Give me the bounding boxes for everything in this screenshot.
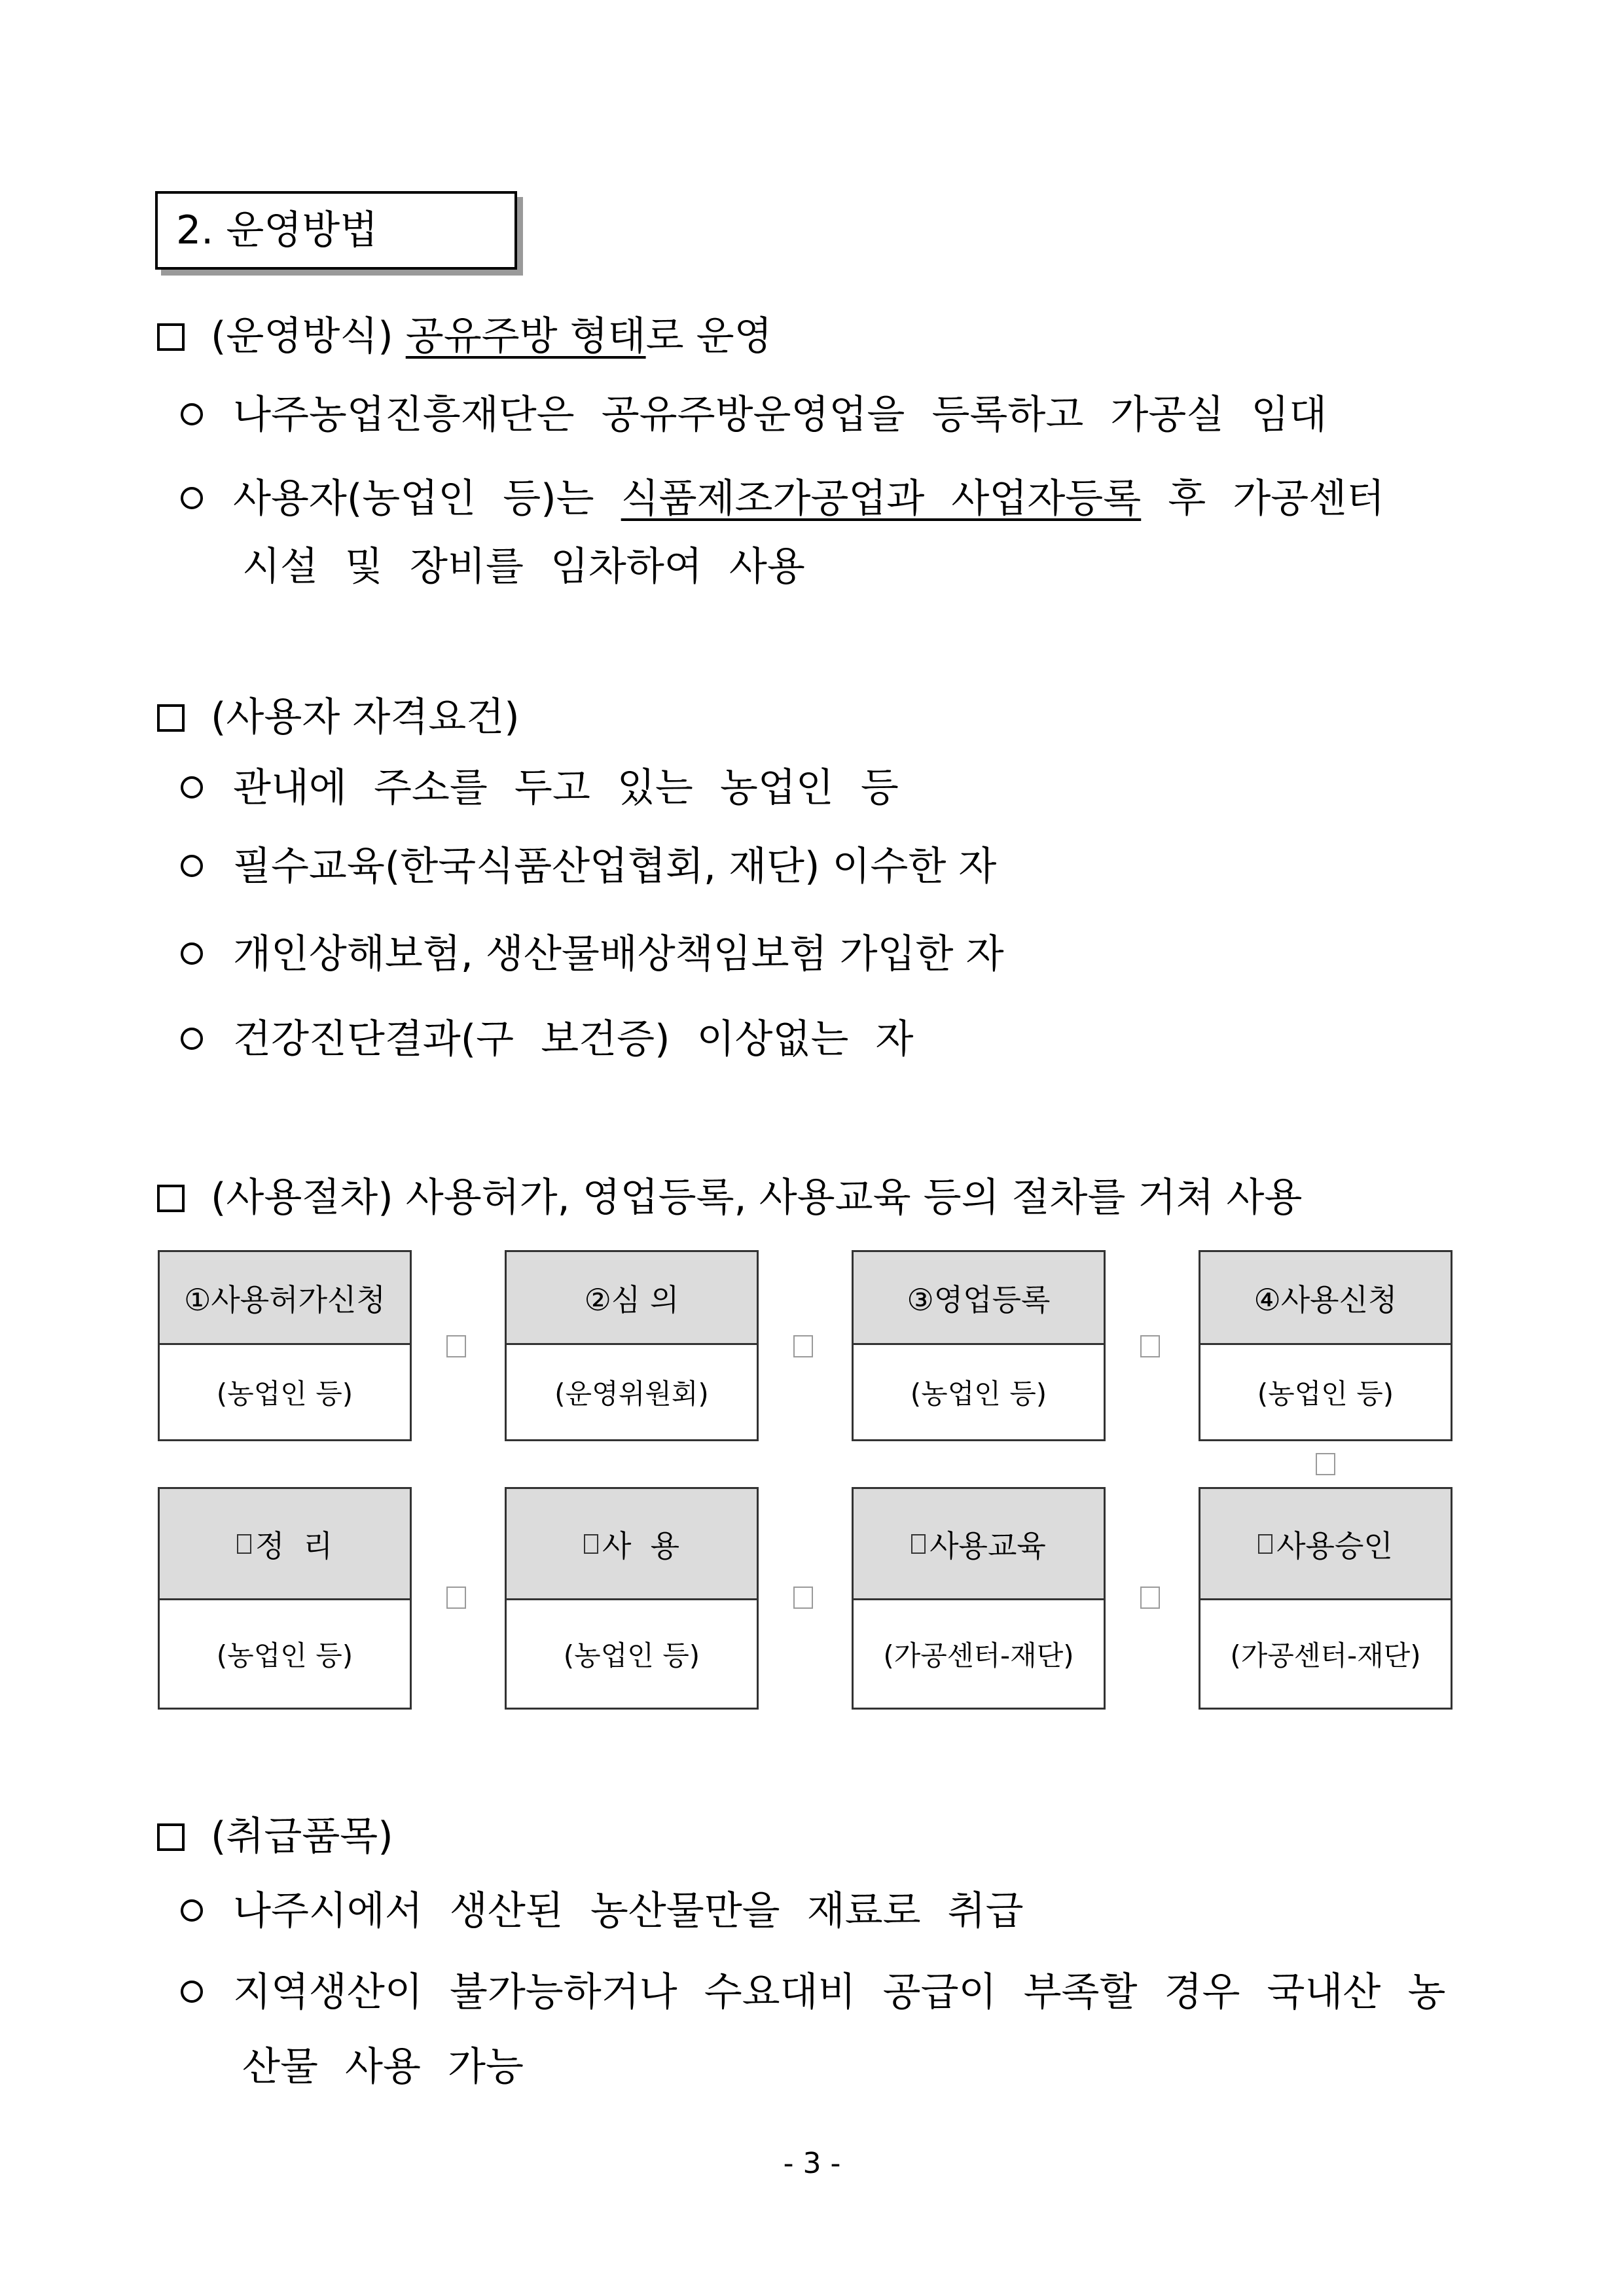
flow-step-title: ②심 의 bbox=[507, 1252, 757, 1345]
flow-step-cleanup bbox=[158, 1487, 412, 1710]
arrow-left-icon bbox=[1140, 1587, 1160, 1609]
qualification-bullet-2: 필수교육(한국식품산업협회, 재단) 이수한 자 bbox=[181, 840, 996, 893]
items-bullet-1: 나주시에서 생산된 농산물만을 재료로 취급 bbox=[181, 1885, 1024, 1937]
flow-step-title: ④사용신청 bbox=[1200, 1252, 1451, 1345]
circle-bullet-icon bbox=[181, 942, 203, 965]
flow-step-actor: (가공센터-재단) bbox=[883, 1640, 1074, 1672]
arrow-right-icon bbox=[1140, 1335, 1160, 1357]
arrow-left-icon bbox=[446, 1587, 466, 1609]
flow-step-review bbox=[505, 1250, 759, 1441]
business-registration-highlight: 식품제조가공업과 사업자등록 bbox=[621, 476, 1142, 522]
checkbox-square-icon bbox=[157, 323, 185, 351]
page-number: - 3 - bbox=[783, 2147, 841, 2180]
qualification-heading: (사용자 자격요건) bbox=[157, 691, 520, 744]
circle-bullet-icon bbox=[181, 776, 203, 798]
operation-bullet-1: 나주농업진흥재단은 공유주방운영업을 등록하고 가공실 임대 bbox=[181, 389, 1327, 441]
operation-heading: (운영방식) 공유주방 형태로 운영 bbox=[157, 310, 772, 363]
operation-bullet-2: 사용자(농업인 등)는 식품제조가공업과 사업자등록 후 가공센터 bbox=[181, 473, 1384, 525]
step-number-icon bbox=[911, 1534, 926, 1554]
flow-step-title: 사용승인 bbox=[1200, 1489, 1451, 1600]
arrow-right-icon bbox=[793, 1335, 813, 1357]
circle-bullet-icon bbox=[181, 403, 203, 425]
circle-bullet-icon bbox=[181, 1899, 203, 1922]
section-title: 2. 운영방법 bbox=[155, 191, 517, 270]
step-number-icon bbox=[1258, 1534, 1272, 1554]
flow-step-actor: (농업인 등) bbox=[563, 1640, 700, 1672]
qualification-bullet-4: 건강진단결과(구 보건증) 이상없는 자 bbox=[181, 1013, 913, 1066]
flow-step-use-request bbox=[1199, 1250, 1453, 1441]
step-number-icon bbox=[237, 1534, 251, 1554]
flow-step-use bbox=[505, 1487, 759, 1710]
flow-step-actor: (운영위원회) bbox=[554, 1378, 709, 1410]
items-bullet-2: 지역생산이 불가능하거나 수요대비 공급이 부족할 경우 국내산 농 bbox=[181, 1966, 1445, 2018]
flow-step-training bbox=[852, 1487, 1106, 1710]
flow-step-approval bbox=[1199, 1487, 1453, 1710]
procedure-heading: (사용절차) 사용허가, 영업등록, 사용교육 등의 절차를 거쳐 사용 bbox=[157, 1172, 1302, 1224]
shared-kitchen-highlight: 공유주방 형태 bbox=[405, 314, 646, 359]
qualification-bullet-1: 관내에 주소를 두고 있는 농업인 등 bbox=[181, 762, 899, 814]
flow-step-permit-application bbox=[158, 1250, 412, 1441]
checkbox-square-icon bbox=[157, 1823, 185, 1851]
operation-bullet-2-continued: 시설 및 장비를 임차하여 사용 bbox=[242, 544, 805, 590]
checkbox-square-icon bbox=[157, 1185, 185, 1212]
flow-step-actor: (농업인 등) bbox=[216, 1640, 353, 1672]
items-heading: (취급품목) bbox=[157, 1810, 393, 1863]
flow-step-title: 사 용 bbox=[507, 1489, 757, 1600]
step-number-icon bbox=[584, 1534, 598, 1554]
arrow-down-icon bbox=[1316, 1453, 1335, 1475]
flow-step-actor: (가공센터-재단) bbox=[1230, 1640, 1421, 1672]
circle-bullet-icon bbox=[181, 487, 203, 509]
circle-bullet-icon bbox=[181, 1981, 203, 2003]
flow-step-actor: (농업인 등) bbox=[910, 1378, 1047, 1410]
qualification-bullet-3: 개인상해보험, 생산물배상책임보험 가입한 자 bbox=[181, 928, 1004, 980]
arrow-right-icon bbox=[446, 1335, 466, 1357]
circle-bullet-icon bbox=[181, 855, 203, 877]
flow-step-title: 사용교육 bbox=[854, 1489, 1104, 1600]
flow-step-actor: (농업인 등) bbox=[1257, 1378, 1394, 1410]
circle-bullet-icon bbox=[181, 1028, 203, 1050]
flow-step-title: ③영업등록 bbox=[854, 1252, 1104, 1345]
items-bullet-2-continued: 산물 사용 가능 bbox=[242, 2044, 524, 2090]
flow-step-title: ①사용허가신청 bbox=[160, 1252, 410, 1345]
flow-step-actor: (농업인 등) bbox=[216, 1378, 353, 1410]
flow-step-business-registration bbox=[852, 1250, 1106, 1441]
flow-step-title: 정 리 bbox=[160, 1489, 410, 1600]
checkbox-square-icon bbox=[157, 704, 185, 732]
arrow-left-icon bbox=[793, 1587, 813, 1609]
